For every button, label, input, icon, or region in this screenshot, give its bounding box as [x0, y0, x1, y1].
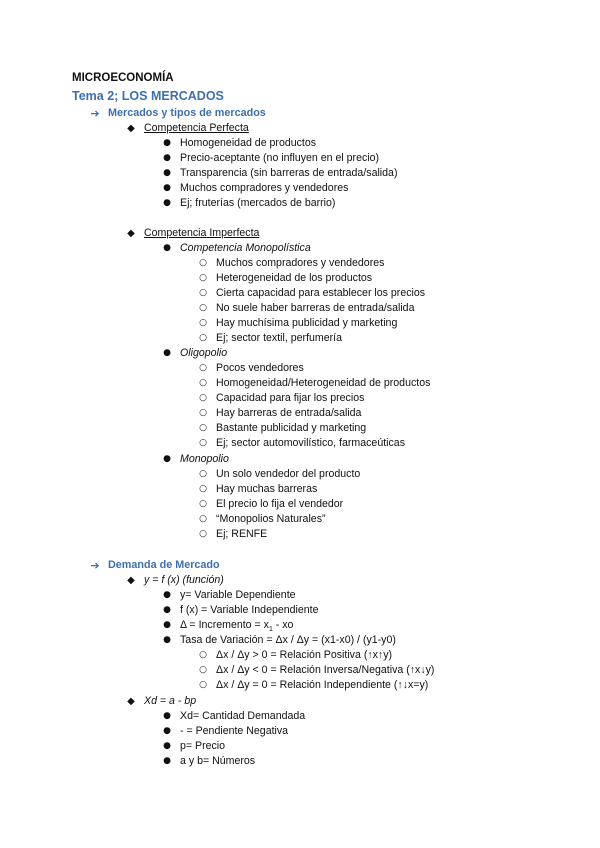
filled-circle-bullet-icon: ● — [163, 590, 171, 600]
hollow-circle-bullet-icon: ○ — [199, 273, 207, 283]
hollow-circle-bullet-icon: ○ — [199, 469, 207, 479]
list-item-text: No suele haber barreras de entrada/salida — [216, 302, 415, 314]
list-item-text: “Monopolios Naturales” — [216, 513, 326, 525]
filled-circle-bullet-icon: ● — [163, 168, 171, 178]
filled-circle-bullet-icon: ● — [163, 153, 171, 163]
list-item-text: Tasa de Variación = Δx / Δy = (x1-x0) / (y1-y0) — [180, 634, 396, 646]
hollow-circle-bullet-icon: ○ — [199, 650, 207, 660]
hollow-circle-bullet-icon: ○ — [199, 333, 207, 343]
filled-circle-bullet-icon: ● — [163, 243, 171, 253]
list-item-text: Capacidad para fijar los precios — [216, 392, 365, 404]
hollow-circle-bullet-icon: ○ — [199, 363, 207, 373]
hollow-circle-bullet-icon: ○ — [199, 378, 207, 388]
list-item-text: Bastante publicidad y marketing — [216, 422, 367, 434]
list-item-text: Heterogeneidad de los productos — [216, 272, 373, 284]
hollow-circle-bullet-icon: ○ — [199, 680, 207, 690]
list-item-text: Ej; sector automovilístico, farmaceúticas — [216, 437, 405, 449]
filled-circle-bullet-icon: ● — [163, 198, 171, 208]
filled-circle-bullet-icon: ● — [163, 454, 171, 464]
list-item-text: Ej; RENFE — [216, 528, 268, 540]
filled-circle-bullet-icon: ● — [163, 183, 171, 193]
category-label: Oligopolio — [180, 347, 228, 359]
hollow-circle-bullet-icon: ○ — [199, 499, 207, 509]
diamond-bullet-icon: ◆ — [127, 575, 135, 586]
list-item-text: p= Precio — [180, 740, 226, 752]
section-heading-text: Mercados y tipos de mercados — [108, 107, 266, 119]
category-label: Competencia Monopolística — [180, 242, 311, 254]
list-item-text: Δx / Δy > 0 = Relación Positiva (↑x↑y) — [216, 649, 393, 661]
list-item-text: y= Variable Dependiente — [180, 589, 296, 601]
document-title-text: MICROECONOMÍA — [72, 72, 174, 84]
filled-circle-bullet-icon: ● — [163, 620, 171, 630]
hollow-circle-bullet-icon: ○ — [199, 484, 207, 494]
list-item-text: Muchos compradores y vendedores — [180, 182, 349, 194]
filled-circle-bullet-icon: ● — [163, 348, 171, 358]
hollow-circle-bullet-icon: ○ — [199, 423, 207, 433]
list-item-text: Hay barreras de entrada/salida — [216, 407, 362, 419]
hollow-circle-bullet-icon: ○ — [199, 303, 207, 313]
list-item-text: Precio-aceptante (no influyen en el precio) — [180, 152, 380, 164]
list-item-text: a y b= Números — [180, 755, 256, 767]
section-heading-text: Demanda de Mercado — [108, 559, 220, 571]
hollow-circle-bullet-icon: ○ — [199, 288, 207, 298]
subheading-text: Xd = a - bp — [144, 695, 197, 707]
category-label: Monopolio — [180, 453, 229, 465]
right-arrow-icon: ➔ — [90, 559, 100, 572]
filled-circle-bullet-icon: ● — [163, 741, 171, 751]
incremento-text: Δ = Incremento = x — [180, 619, 269, 631]
hollow-circle-bullet-icon: ○ — [199, 318, 207, 328]
diamond-bullet-icon: ◆ — [127, 123, 135, 134]
hollow-circle-bullet-icon: ○ — [199, 514, 207, 524]
list-item-text: Homogeneidad de productos — [180, 137, 317, 149]
filled-circle-bullet-icon: ● — [163, 635, 171, 645]
list-item-text: Δx / Δy < 0 = Relación Inversa/Negativa (↑x↓y) — [216, 664, 435, 676]
subheading-text: Competencia Imperfecta — [144, 227, 260, 239]
filled-circle-bullet-icon: ● — [163, 711, 171, 721]
list-item-text: Ej; sector textil, perfumería — [216, 332, 342, 344]
right-arrow-icon: ➔ — [90, 107, 100, 120]
list-item-text: Homogeneidad/Heterogeneidad de productos — [216, 377, 431, 389]
filled-circle-bullet-icon: ● — [163, 605, 171, 615]
diamond-bullet-icon: ◆ — [127, 228, 135, 239]
hollow-circle-bullet-icon: ○ — [199, 408, 207, 418]
document-subtitle-text: Tema 2; LOS MERCADOS — [72, 89, 224, 103]
subheading-text: y = f (x) (función) — [144, 574, 224, 586]
list-item-text: Hay muchísima publicidad y marketing — [216, 317, 398, 329]
diamond-bullet-icon: ◆ — [127, 696, 135, 707]
hollow-circle-bullet-icon: ○ — [199, 393, 207, 403]
list-item-text: f (x) = Variable Independiente — [180, 604, 319, 616]
hollow-circle-bullet-icon: ○ — [199, 258, 207, 268]
list-item-text: Pocos vendedores — [216, 362, 304, 374]
filled-circle-bullet-icon: ● — [163, 756, 171, 766]
list-item-text: Ej; fruterías (mercados de barrio) — [180, 197, 336, 209]
filled-circle-bullet-icon: ● — [163, 138, 171, 148]
list-item-text: Cierta capacidad para establecer los precios — [216, 287, 426, 299]
list-item-text: Transparencia (sin barreras de entrada/salida) — [180, 167, 398, 179]
list-item-text: Xd= Cantidad Demandada — [180, 710, 306, 722]
list-item-text: - = Pendiente Negativa — [180, 725, 289, 737]
list-item-text: Hay muchas barreras — [216, 483, 318, 495]
list-item-text: Muchos compradores y vendedores — [216, 257, 385, 269]
incremento-subscript: 1 — [268, 626, 273, 634]
filled-circle-bullet-icon: ● — [163, 726, 171, 736]
hollow-circle-bullet-icon: ○ — [199, 529, 207, 539]
subheading-text: Competencia Perfecta — [144, 122, 249, 134]
hollow-circle-bullet-icon: ○ — [199, 438, 207, 448]
list-item-text: Un solo vendedor del producto — [216, 468, 361, 480]
incremento-rest: - xo — [272, 619, 294, 631]
list-item-text: El precio lo fija el vendedor — [216, 498, 344, 510]
hollow-circle-bullet-icon: ○ — [199, 665, 207, 675]
list-item-text: Δx / Δy = 0 = Relación Independiente (↑↓x=y) — [216, 679, 429, 691]
